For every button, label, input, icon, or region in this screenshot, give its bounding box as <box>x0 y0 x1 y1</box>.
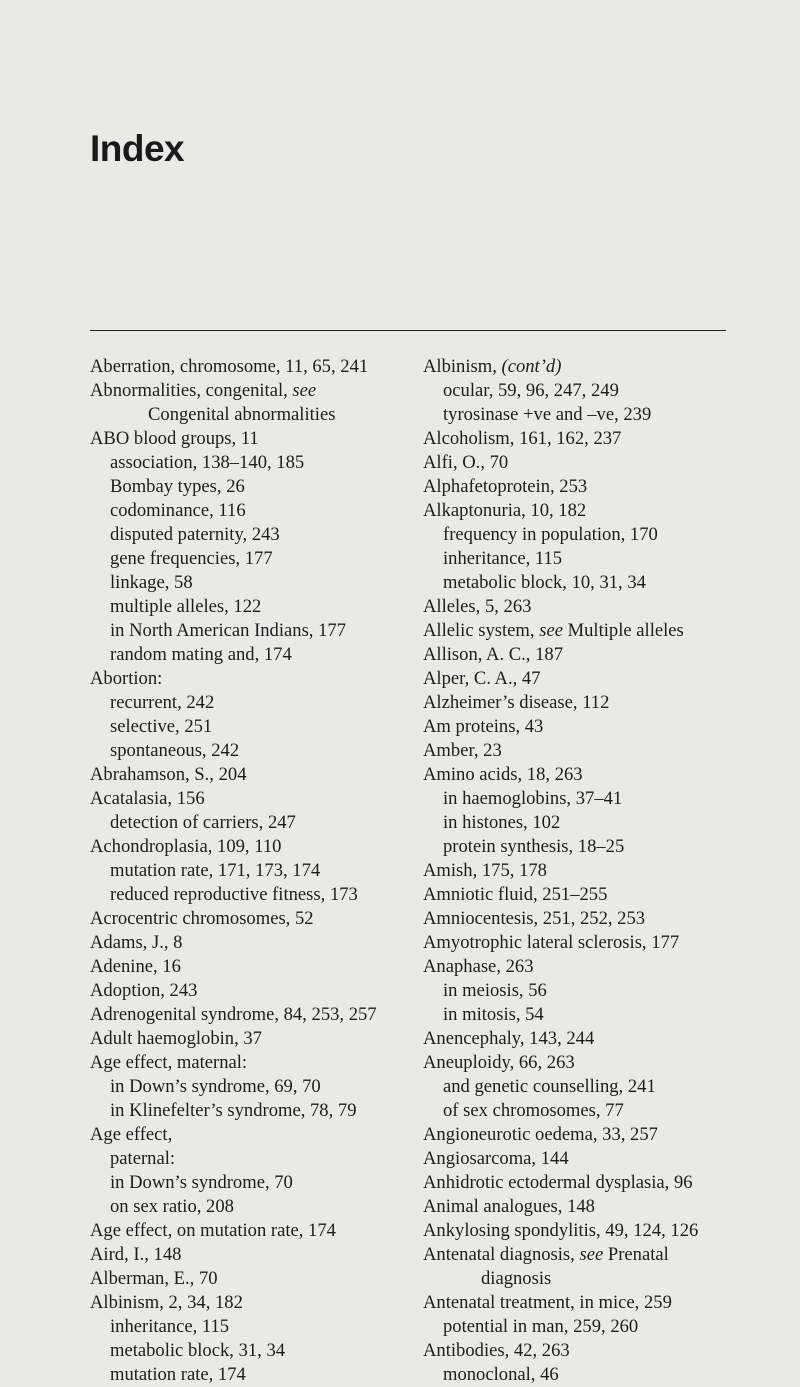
entry-text: reduced reproductive fitness, 173 <box>110 884 358 905</box>
index-entry <box>423 955 743 979</box>
entry-text: tyrosinase +ve and –ve, 239 <box>443 404 652 425</box>
index-subentry <box>90 715 410 739</box>
entry-text: in Klinefelter’s syndrome, 78, 79 <box>110 1100 357 1121</box>
see-target: Prenatal <box>603 1244 669 1265</box>
index-subentry <box>423 1099 743 1123</box>
index-subentry <box>90 475 410 499</box>
index-entry <box>90 1291 410 1315</box>
index-entry <box>423 1291 743 1315</box>
index-entry <box>90 1123 410 1147</box>
index-entry <box>90 1027 410 1051</box>
entry-text: frequency in population, 170 <box>443 524 658 545</box>
entry-text: gene frequencies, 177 <box>110 548 273 569</box>
index-subentry <box>90 643 410 667</box>
entry-text: on sex ratio, 208 <box>110 1196 234 1217</box>
index-subentry <box>423 571 743 595</box>
index-column-left <box>90 355 410 1387</box>
entry-text: Angiosarcoma, 144 <box>423 1148 569 1169</box>
entry-text: Allison, A. C., 187 <box>423 644 563 665</box>
entry-text: Alphafetoprotein, 253 <box>423 476 588 497</box>
entry-text: Alper, C. A., 47 <box>423 668 541 689</box>
index-subentry <box>423 835 743 859</box>
index-entry <box>90 427 410 451</box>
index-subentry <box>90 1363 410 1387</box>
entry-text: codominance, 116 <box>110 500 246 521</box>
index-subentry <box>90 1315 410 1339</box>
index-entry <box>423 739 743 763</box>
entry-text: potential in man, 259, 260 <box>443 1316 639 1337</box>
entry-text: Adult haemoglobin, 37 <box>90 1028 262 1049</box>
index-entry <box>423 1027 743 1051</box>
entry-text: and genetic counselling, 241 <box>443 1076 656 1097</box>
entry-text: Anencephaly, 143, 244 <box>423 1028 595 1049</box>
index-subentry <box>423 379 743 403</box>
entry-text: mutation rate, 171, 173, 174 <box>110 860 321 881</box>
index-entry <box>90 955 410 979</box>
index-entry <box>90 931 410 955</box>
index-entry <box>423 1339 743 1363</box>
see-reference: see <box>579 1244 604 1265</box>
index-subentry <box>423 403 743 427</box>
index-entry <box>90 1051 410 1075</box>
entry-text: Aberration, chromosome, 11, 65, 241 <box>90 356 369 377</box>
entry-text: in histones, 102 <box>443 812 561 833</box>
index-subentry <box>90 859 410 883</box>
entry-text: multiple alleles, 122 <box>110 596 262 617</box>
entry-text: Amino acids, 18, 263 <box>423 764 583 785</box>
entry-text: Alcoholism, 161, 162, 237 <box>423 428 622 449</box>
index-subentry <box>90 499 410 523</box>
index-subentry <box>90 883 410 907</box>
index-entry <box>423 715 743 739</box>
entry-text: protein synthesis, 18–25 <box>443 836 625 857</box>
entry-text: Acrocentric chromosomes, 52 <box>90 908 314 929</box>
entry-text: detection of carriers, 247 <box>110 812 296 833</box>
index-subentry <box>423 1003 743 1027</box>
entry-text: Alberman, E., 70 <box>90 1268 218 1289</box>
entry-text: ocular, 59, 96, 247, 249 <box>443 380 619 401</box>
entry-text: in Down’s syndrome, 70 <box>110 1172 293 1193</box>
entry-text: Alkaptonuria, 10, 182 <box>423 500 587 521</box>
see-reference: see <box>292 380 317 401</box>
entry-text: selective, 251 <box>110 716 213 737</box>
entry-text: monoclonal, 46 <box>443 1364 559 1385</box>
index-subentry <box>90 1099 410 1123</box>
entry-text: Am proteins, 43 <box>423 716 544 737</box>
index-entry <box>423 931 743 955</box>
index-subentry <box>423 1075 743 1099</box>
index-entry <box>423 595 743 619</box>
index-subentry <box>90 547 410 571</box>
entry-text: Anaphase, 263 <box>423 956 534 977</box>
entry-text: Amniotic fluid, 251–255 <box>423 884 608 905</box>
index-entry <box>423 451 743 475</box>
entry-text: linkage, 58 <box>110 572 193 593</box>
entry-text: Adrenogenital syndrome, 84, 253, 257 <box>90 1004 377 1025</box>
entry-text: recurrent, 242 <box>110 692 215 713</box>
index-subentry <box>90 571 410 595</box>
index-entry <box>90 907 410 931</box>
entry-text: paternal: <box>110 1148 176 1169</box>
entry-text: in Down’s syndrome, 69, 70 <box>110 1076 321 1097</box>
entry-text: Antibodies, 42, 263 <box>423 1340 570 1361</box>
entry-text: Aird, I., 148 <box>90 1244 182 1265</box>
index-entry <box>423 667 743 691</box>
entry-text: Aneuploidy, 66, 263 <box>423 1052 575 1073</box>
entry-text: Adams, J., 8 <box>90 932 183 953</box>
entry-text: spontaneous, 242 <box>110 740 240 761</box>
entry-text: Abnormalities, congenital, <box>90 380 293 401</box>
entry-text: in meiosis, 56 <box>443 980 547 1001</box>
entry-text: ABO blood groups, 11 <box>90 428 259 449</box>
index-entry <box>423 859 743 883</box>
index-entry <box>423 1171 743 1195</box>
index-subentry <box>90 595 410 619</box>
title-divider <box>90 330 726 331</box>
entry-text: in mitosis, 54 <box>443 1004 544 1025</box>
index-subentry <box>423 523 743 547</box>
entry-text: Antenatal treatment, in mice, 259 <box>423 1292 672 1313</box>
index-entry <box>423 1219 743 1243</box>
index-subentry <box>90 1171 410 1195</box>
entry-text: Albinism, 2, 34, 182 <box>90 1292 243 1313</box>
index-subentry <box>90 619 410 643</box>
entry-text: Congenital abnormalities <box>148 404 336 425</box>
index-entry <box>423 763 743 787</box>
index-subentry <box>423 1363 743 1387</box>
entry-text: Allelic system, <box>423 620 540 641</box>
page-title: Index <box>90 128 185 169</box>
entry-text: Acatalasia, 156 <box>90 788 205 809</box>
entry-text: metabolic block, 10, 31, 34 <box>443 572 646 593</box>
entry-text: inheritance, 115 <box>110 1316 230 1337</box>
index-entry <box>90 1003 410 1027</box>
entry-text: Age effect, maternal: <box>90 1052 248 1073</box>
index-subentry <box>90 523 410 547</box>
entry-text: Albinism, <box>423 356 502 377</box>
entry-text: Ankylosing spondylitis, 49, 124, 126 <box>423 1220 699 1241</box>
index-entry <box>90 787 410 811</box>
index-subentry <box>423 547 743 571</box>
entry-text: Anhidrotic ectodermal dysplasia, 96 <box>423 1172 693 1193</box>
entry-text: random mating and, 174 <box>110 644 292 665</box>
index-entry <box>423 1243 743 1267</box>
entry-text: Angioneurotic oedema, 33, 257 <box>423 1124 658 1145</box>
index-entry <box>90 835 410 859</box>
index-subentry <box>90 691 410 715</box>
index-subentry <box>423 787 743 811</box>
index-entry <box>423 1147 743 1171</box>
index-entry <box>423 427 743 451</box>
entry-text: diagnosis <box>481 1268 552 1289</box>
index-entry <box>90 667 410 691</box>
entry-text: Alzheimer’s disease, 112 <box>423 692 610 713</box>
index-subentry <box>423 1267 743 1291</box>
entry-text: of sex chromosomes, 77 <box>443 1100 624 1121</box>
see-reference: see <box>539 620 563 641</box>
index-subentry <box>90 403 410 427</box>
index-entry <box>423 643 743 667</box>
index-entry <box>90 355 410 379</box>
index-entry <box>423 1195 743 1219</box>
entry-text: Age effect, <box>90 1124 173 1145</box>
index-subentry <box>90 1147 410 1171</box>
entry-text: in haemoglobins, 37–41 <box>443 788 623 809</box>
entry-text: inheritance, 115 <box>443 548 563 569</box>
index-subentry <box>90 811 410 835</box>
entry-text: Amish, 175, 178 <box>423 860 547 881</box>
entry-text: Adenine, 16 <box>90 956 181 977</box>
entry-text: Abrahamson, S., 204 <box>90 764 247 785</box>
index-entry <box>423 499 743 523</box>
entry-text: Alleles, 5, 263 <box>423 596 532 617</box>
index-entry <box>90 1267 410 1291</box>
index-entry <box>423 475 743 499</box>
entry-text: metabolic block, 31, 34 <box>110 1340 286 1361</box>
see-target: Multiple alleles <box>562 620 684 641</box>
entry-text: Abortion: <box>90 668 163 689</box>
continued-marker: (cont’d) <box>501 356 562 377</box>
entry-text: Adoption, 243 <box>90 980 198 1001</box>
entry-text: Alfi, O., 70 <box>423 452 509 473</box>
index-entry <box>90 1243 410 1267</box>
entry-text: Antenatal diagnosis, <box>423 1244 580 1265</box>
index-subentry <box>90 739 410 763</box>
index-subentry <box>90 451 410 475</box>
entry-text: disputed paternity, 243 <box>110 524 280 545</box>
entry-text: Amyotrophic lateral sclerosis, 177 <box>423 932 680 953</box>
index-subentry <box>90 1075 410 1099</box>
index-subentry <box>90 1339 410 1363</box>
index-subentry <box>90 1195 410 1219</box>
entry-text: Amber, 23 <box>423 740 502 761</box>
index-subentry <box>423 811 743 835</box>
index-subentry <box>423 1315 743 1339</box>
entry-text: mutation rate, 174 <box>110 1364 246 1385</box>
entry-text: Bombay types, 26 <box>110 476 245 497</box>
entry-text: Age effect, on mutation rate, 174 <box>90 1220 336 1241</box>
index-entry <box>423 691 743 715</box>
index-entry <box>423 619 743 643</box>
index-entry <box>90 379 410 403</box>
index-entry <box>90 979 410 1003</box>
index-entry <box>423 1051 743 1075</box>
index-entry <box>423 355 743 379</box>
index-entry <box>423 883 743 907</box>
index-entry <box>90 1219 410 1243</box>
index-subentry <box>423 979 743 1003</box>
index-entry <box>90 763 410 787</box>
entry-text: Achondroplasia, 109, 110 <box>90 836 282 857</box>
index-column-right <box>423 355 743 1387</box>
index-entry <box>423 907 743 931</box>
entry-text: Amniocentesis, 251, 252, 253 <box>423 908 646 929</box>
entry-text: in North American Indians, 177 <box>110 620 346 641</box>
entry-text: Animal analogues, 148 <box>423 1196 595 1217</box>
index-entry <box>423 1123 743 1147</box>
entry-text: association, 138–140, 185 <box>110 452 305 473</box>
